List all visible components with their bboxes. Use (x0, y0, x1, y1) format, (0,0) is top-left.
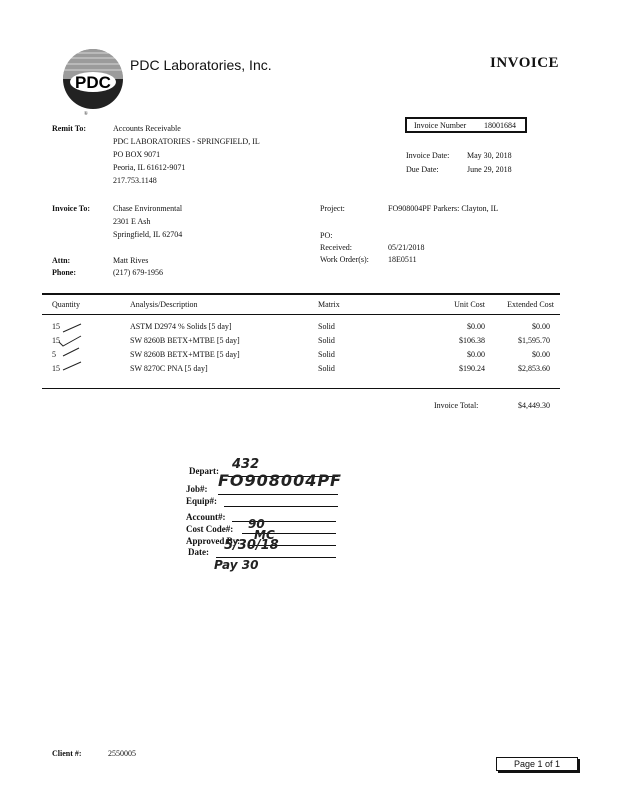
col-header-ext: Extended Cost (507, 300, 554, 309)
invoice-number-label: Invoice Number (414, 121, 467, 130)
remit-to-label: Remit To: (52, 124, 86, 133)
stamp-approved-value: MC (254, 528, 275, 542)
row-desc: SW 8260B BETX+MTBE [5 day] (130, 336, 240, 345)
stamp-depart-label: Depart: (189, 466, 219, 476)
stamp-note: Pay 30 (214, 558, 259, 572)
stamp-cost-code-value: 90 (248, 517, 265, 531)
stamp-date-label: Date: (188, 547, 209, 557)
due-date-label: Due Date: (406, 165, 439, 174)
phone-value: (217) 679-1956 (113, 268, 163, 277)
registered-mark: ® (84, 112, 88, 117)
received-value: 05/21/2018 (388, 243, 425, 252)
col-header-unit: Unit Cost (454, 300, 485, 309)
invoice-date-label: Invoice Date: (406, 151, 450, 160)
stamp-account-label: Account#: (186, 512, 226, 522)
stamp-depart-value: 432 (232, 457, 260, 472)
company-name: PDC Laboratories, Inc. (130, 57, 272, 73)
stamp-approved-label: Approved By: (186, 536, 241, 546)
stamp-job-value: FO908004PF (218, 471, 342, 490)
stamp-cost-code-label: Cost Code#: (186, 524, 234, 534)
phone-label: Phone: (52, 268, 76, 277)
handwritten-check-marks (55, 322, 85, 378)
received-label: Received: (320, 243, 352, 252)
row-ext: $0.00 (532, 350, 550, 359)
invoice-to-label: Invoice To: (52, 204, 91, 213)
project-value: FO908004PF Parkers: Clayton, IL (388, 204, 499, 213)
remit-line: PO BOX 9071 (113, 150, 161, 159)
stamp-job-label: Job#: (186, 484, 208, 494)
due-date-value: June 29, 2018 (467, 165, 512, 174)
remit-line: Accounts Receivable (113, 124, 181, 133)
po-label: PO: (320, 231, 333, 240)
document-title: INVOICE (490, 55, 560, 71)
invoice-to-line: Springfield, IL 62704 (113, 230, 183, 239)
table-header-rule (42, 314, 560, 315)
stamp-job-line (218, 494, 338, 495)
row-qty: 15 (52, 322, 60, 331)
invoice-to-block (113, 204, 182, 240)
row-qty: 5 (52, 350, 56, 359)
row-matrix: Solid (318, 322, 335, 331)
row-desc: SW 8270C PNA [5 day] (130, 364, 208, 373)
table-top-rule (42, 293, 560, 295)
row-unit: $190.24 (459, 364, 485, 373)
stamp-equip-label: Equip#: (186, 496, 218, 506)
row-matrix: Solid (318, 336, 335, 345)
total-rule (42, 388, 560, 389)
stamp-block (186, 457, 356, 580)
invoice-to-line: 2301 E Ash (113, 217, 151, 226)
work-orders-label: Work Order(s): (320, 255, 369, 264)
svg-text:PDC: PDC (75, 73, 111, 92)
row-unit: $106.38 (459, 336, 485, 345)
attn-value: Matt Rives (113, 256, 149, 265)
col-header-qty: Quantity (52, 300, 80, 309)
col-header-matrix: Matrix (318, 300, 340, 309)
invoice-number-box (405, 117, 527, 133)
attn-label: Attn: (52, 256, 71, 265)
remit-line: PDC LABORATORIES - SPRINGFIELD, IL (113, 137, 260, 146)
page-indicator-label: Page 1 of 1 (513, 759, 561, 769)
invoice-total-label: Invoice Total: (434, 401, 479, 410)
project-label: Project: (320, 204, 345, 213)
row-desc: ASTM D2974 % Solids [5 day] (130, 322, 232, 331)
invoice-to-line: Chase Environmental (113, 204, 183, 213)
work-orders-value: 18E0511 (388, 255, 417, 264)
stamp-equip-line (224, 506, 338, 507)
invoice-number-value: 18001684 (484, 121, 516, 130)
client-number-value: 2550005 (108, 749, 136, 758)
stamp-date-value: 5/30/18 (224, 538, 279, 553)
remit-line: Peoria, IL 61612-9071 (113, 163, 186, 172)
row-ext: $1,595.70 (518, 336, 550, 345)
row-ext: $2,853.60 (518, 364, 550, 373)
row-qty: 15 (52, 364, 60, 373)
client-number-label: Client #: (52, 749, 82, 758)
page-indicator (496, 757, 578, 771)
row-matrix: Solid (318, 350, 335, 359)
company-logo (58, 44, 128, 114)
row-unit: $0.00 (467, 322, 485, 331)
invoice-date-value: May 30, 2018 (467, 151, 512, 160)
remit-to-block (113, 124, 260, 186)
col-header-desc: Analysis/Description (130, 300, 198, 309)
row-matrix: Solid (318, 364, 335, 373)
remit-line: 217.753.1148 (113, 176, 157, 185)
row-unit: $0.00 (467, 350, 485, 359)
invoice-total-value: $4,449.30 (518, 401, 550, 410)
row-ext: $0.00 (532, 322, 550, 331)
row-desc: SW 8260B BETX+MTBE [5 day] (130, 350, 240, 359)
row-qty: 15 (52, 336, 60, 345)
